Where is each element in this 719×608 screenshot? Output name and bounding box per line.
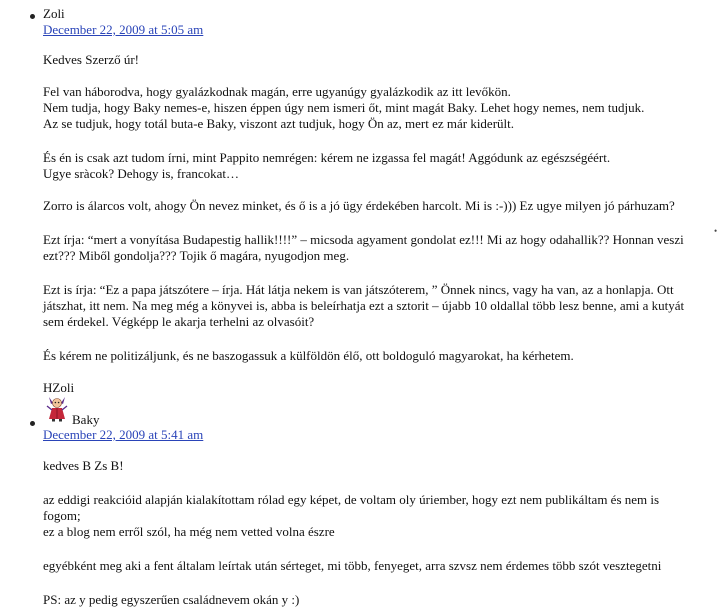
- comment-line: Ezt is írja: “Ez a papa játszótere – írja. Hát látja nekem is van játszóterem, ” Önnek nincs, vagy ha van, az a honlapja. Ott: [43, 282, 674, 297]
- comment-line: az eddigi reakcióid alapján kialakítottam rólad egy képet, de voltam oly úriember, hogy ezt nem publikáltam és nem is: [43, 492, 660, 507]
- bullet-dot: [30, 421, 35, 426]
- comment-line: egyébként meg aki a fent általam leírtak után sérteget, mi több, fenyeget, arra szvsz nem érdemes több szót vesztegetni: [43, 558, 662, 573]
- comment-body: [43, 458, 711, 608]
- comment-date-link[interactable]: December 22, 2009 at 5:05 am: [43, 22, 204, 37]
- comment-body: [43, 52, 711, 396]
- comment-signature: HZoli: [43, 380, 75, 395]
- comment-line: fogom;: [43, 508, 81, 523]
- comment-line: sem érdekel. Végképp le akarja terhelni az olvasóit?: [43, 314, 315, 329]
- devil-cartoon-avatar-icon: [44, 392, 70, 422]
- comment-line: ez a blog nem erről szól, ha még nem vetted volna észre: [43, 524, 335, 539]
- comment-line: Zorro is álarcos volt, ahogy Ön nevez minket, és ő is a jó ügy érdekében harcolt. Mi is :-))) Ez ugye milyen jó párhuzam?: [43, 198, 675, 213]
- comment-line: kedves B Zs B!: [43, 458, 124, 473]
- comment-author: Zoli: [43, 6, 65, 21]
- comment-line: játszhat, itt nem. Na meg még a könyvei is, abba is beleírhatja ezt a sztorit – újabb 10 oldallal több lesz benne, ami a kutyát: [43, 298, 685, 313]
- bullet-dot: [30, 14, 35, 19]
- comment-date-link[interactable]: December 22, 2009 at 5:41 am: [43, 427, 204, 442]
- comment-line: És én is csak azt tudom írni, mint Pappito nemrégen: kérem ne izgassa fel magát! Aggódunk az egészségéért.: [43, 150, 611, 165]
- comment-line: Kedves Szerző úr!: [43, 52, 140, 67]
- comment-line: Ezt írja: “mert a vonyítása Budapestig hallik!!!!” – micsoda agyament gondolat ez!!! Mi az hogy odahallik?? Honnan veszi: [43, 232, 684, 247]
- comment-line: Ugye sràcok? Dehogy is, francokat…: [43, 166, 240, 181]
- comment-line: Az se tudjuk, hogy totál buta-e Baky, viszont azt tudjuk, hogy Ön az, mert ez már kiderült.: [43, 116, 515, 131]
- comment-line: És kérem ne politizáljunk, és ne baszogassuk a külföldön élő, ott boldoguló magyarokat, ha kérhetem.: [43, 348, 574, 363]
- comment-line: ezt??? Miből gondolja??? Tojik ő magára, nyugodjon meg.: [43, 248, 350, 263]
- comment-line: Nem tudja, hogy Baky nemes-e, hiszen éppen úgy nem ismeri őt, mint magát Baky. Lehet hogy nemes, nem tudjuk.: [43, 100, 645, 115]
- comment-line: Fel van háborodva, hogy gyalázkodnak magán, erre ugyanúgy gyalázkodik az itt levőkön.: [43, 84, 511, 99]
- scan-mark: •: [714, 226, 718, 236]
- comment-author: Baky: [72, 412, 100, 427]
- comment-line: PS: az y pedig egyszerűen családnevem okán y :): [43, 592, 300, 607]
